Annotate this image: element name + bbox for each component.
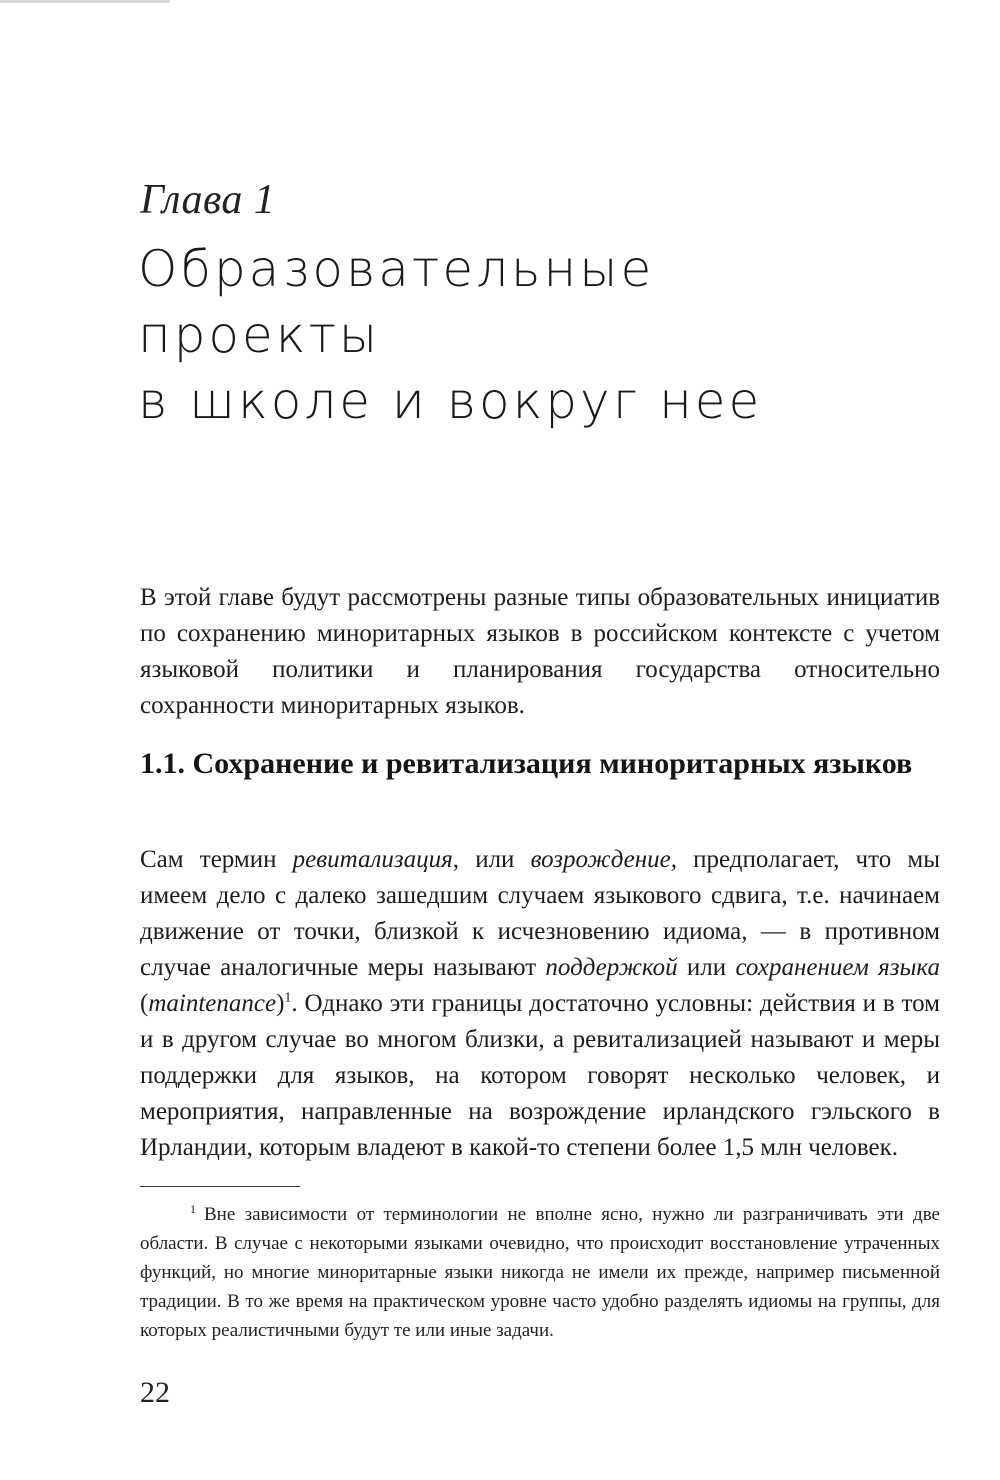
page-number: 22 — [140, 1376, 170, 1409]
text-run: Сам термин — [140, 846, 293, 873]
text-run: . Однако эти границы достаточно условны: действия и в том и в другом случае во многом близки, а ревитализацией называют и меры поддержки для языков, на котором говорят несколько человек, и мероприятия, направленные на возрождение ирландского гэльского в Ирландии, которым владеют в какой-то степени более 1,5 млн человек. — [140, 990, 940, 1161]
chapter-title-line: в школе и вокруг нее — [138, 372, 763, 430]
chapter-title-line: проекты — [138, 306, 381, 364]
term-revival: возрождение, — [530, 846, 677, 873]
chapter-intro: В этой главе будут рассмотрены разные типы образовательных инициатив по сохранению миноритарных языков в российском контексте с учетом языковой политики и планирования государства относительно сохранности миноритарных языков. — [140, 584, 940, 719]
text-run: предполагает, что мы имеем дело с далеко зашедшим случаем языкового сдвига, т.е. начинаем движение от точки, близкой к исчезновению идиома, — в противном случае аналогичные меры называют — [140, 846, 941, 981]
section-heading: 1.1. Сохранение и ревитализация миноритарных языков — [140, 747, 913, 780]
chapter-title-line: Образовательные — [138, 240, 655, 298]
text-run: или — [677, 954, 736, 981]
term-revitalization: ревитализация, — [292, 846, 460, 873]
footnote-separator — [140, 1186, 300, 1187]
text-run: ) — [276, 990, 285, 1017]
term-support: поддержкой — [545, 954, 678, 981]
footnote-reference: 1 — [284, 990, 292, 1006]
top-edge-mark — [0, 0, 170, 3]
footnote-text: Вне зависимости от терминологии не вполне ясно, нужно ли разграничивать эти две области. В случае с некоторыми языками очевидно, что происходит восстановление утраченных функций, но многие миноритарные языки никогда не имели их прежде, например письменной традиции. В то же время на практическом уровне часто удобно разделять идиомы на группы, для которых реалистичными будут те или иные задачи. — [140, 1204, 940, 1341]
footnote-number: 1 — [190, 1201, 196, 1216]
chapter-title — [138, 236, 938, 434]
term-maintenance: maintenance — [148, 990, 277, 1017]
text-run: или — [459, 846, 531, 873]
chapter-label: Глава 1 — [140, 177, 276, 223]
footnote — [140, 1200, 940, 1345]
term-preservation: сохранением языка — [735, 954, 941, 981]
text-run: ( — [140, 990, 149, 1017]
body-paragraph — [140, 842, 940, 1166]
